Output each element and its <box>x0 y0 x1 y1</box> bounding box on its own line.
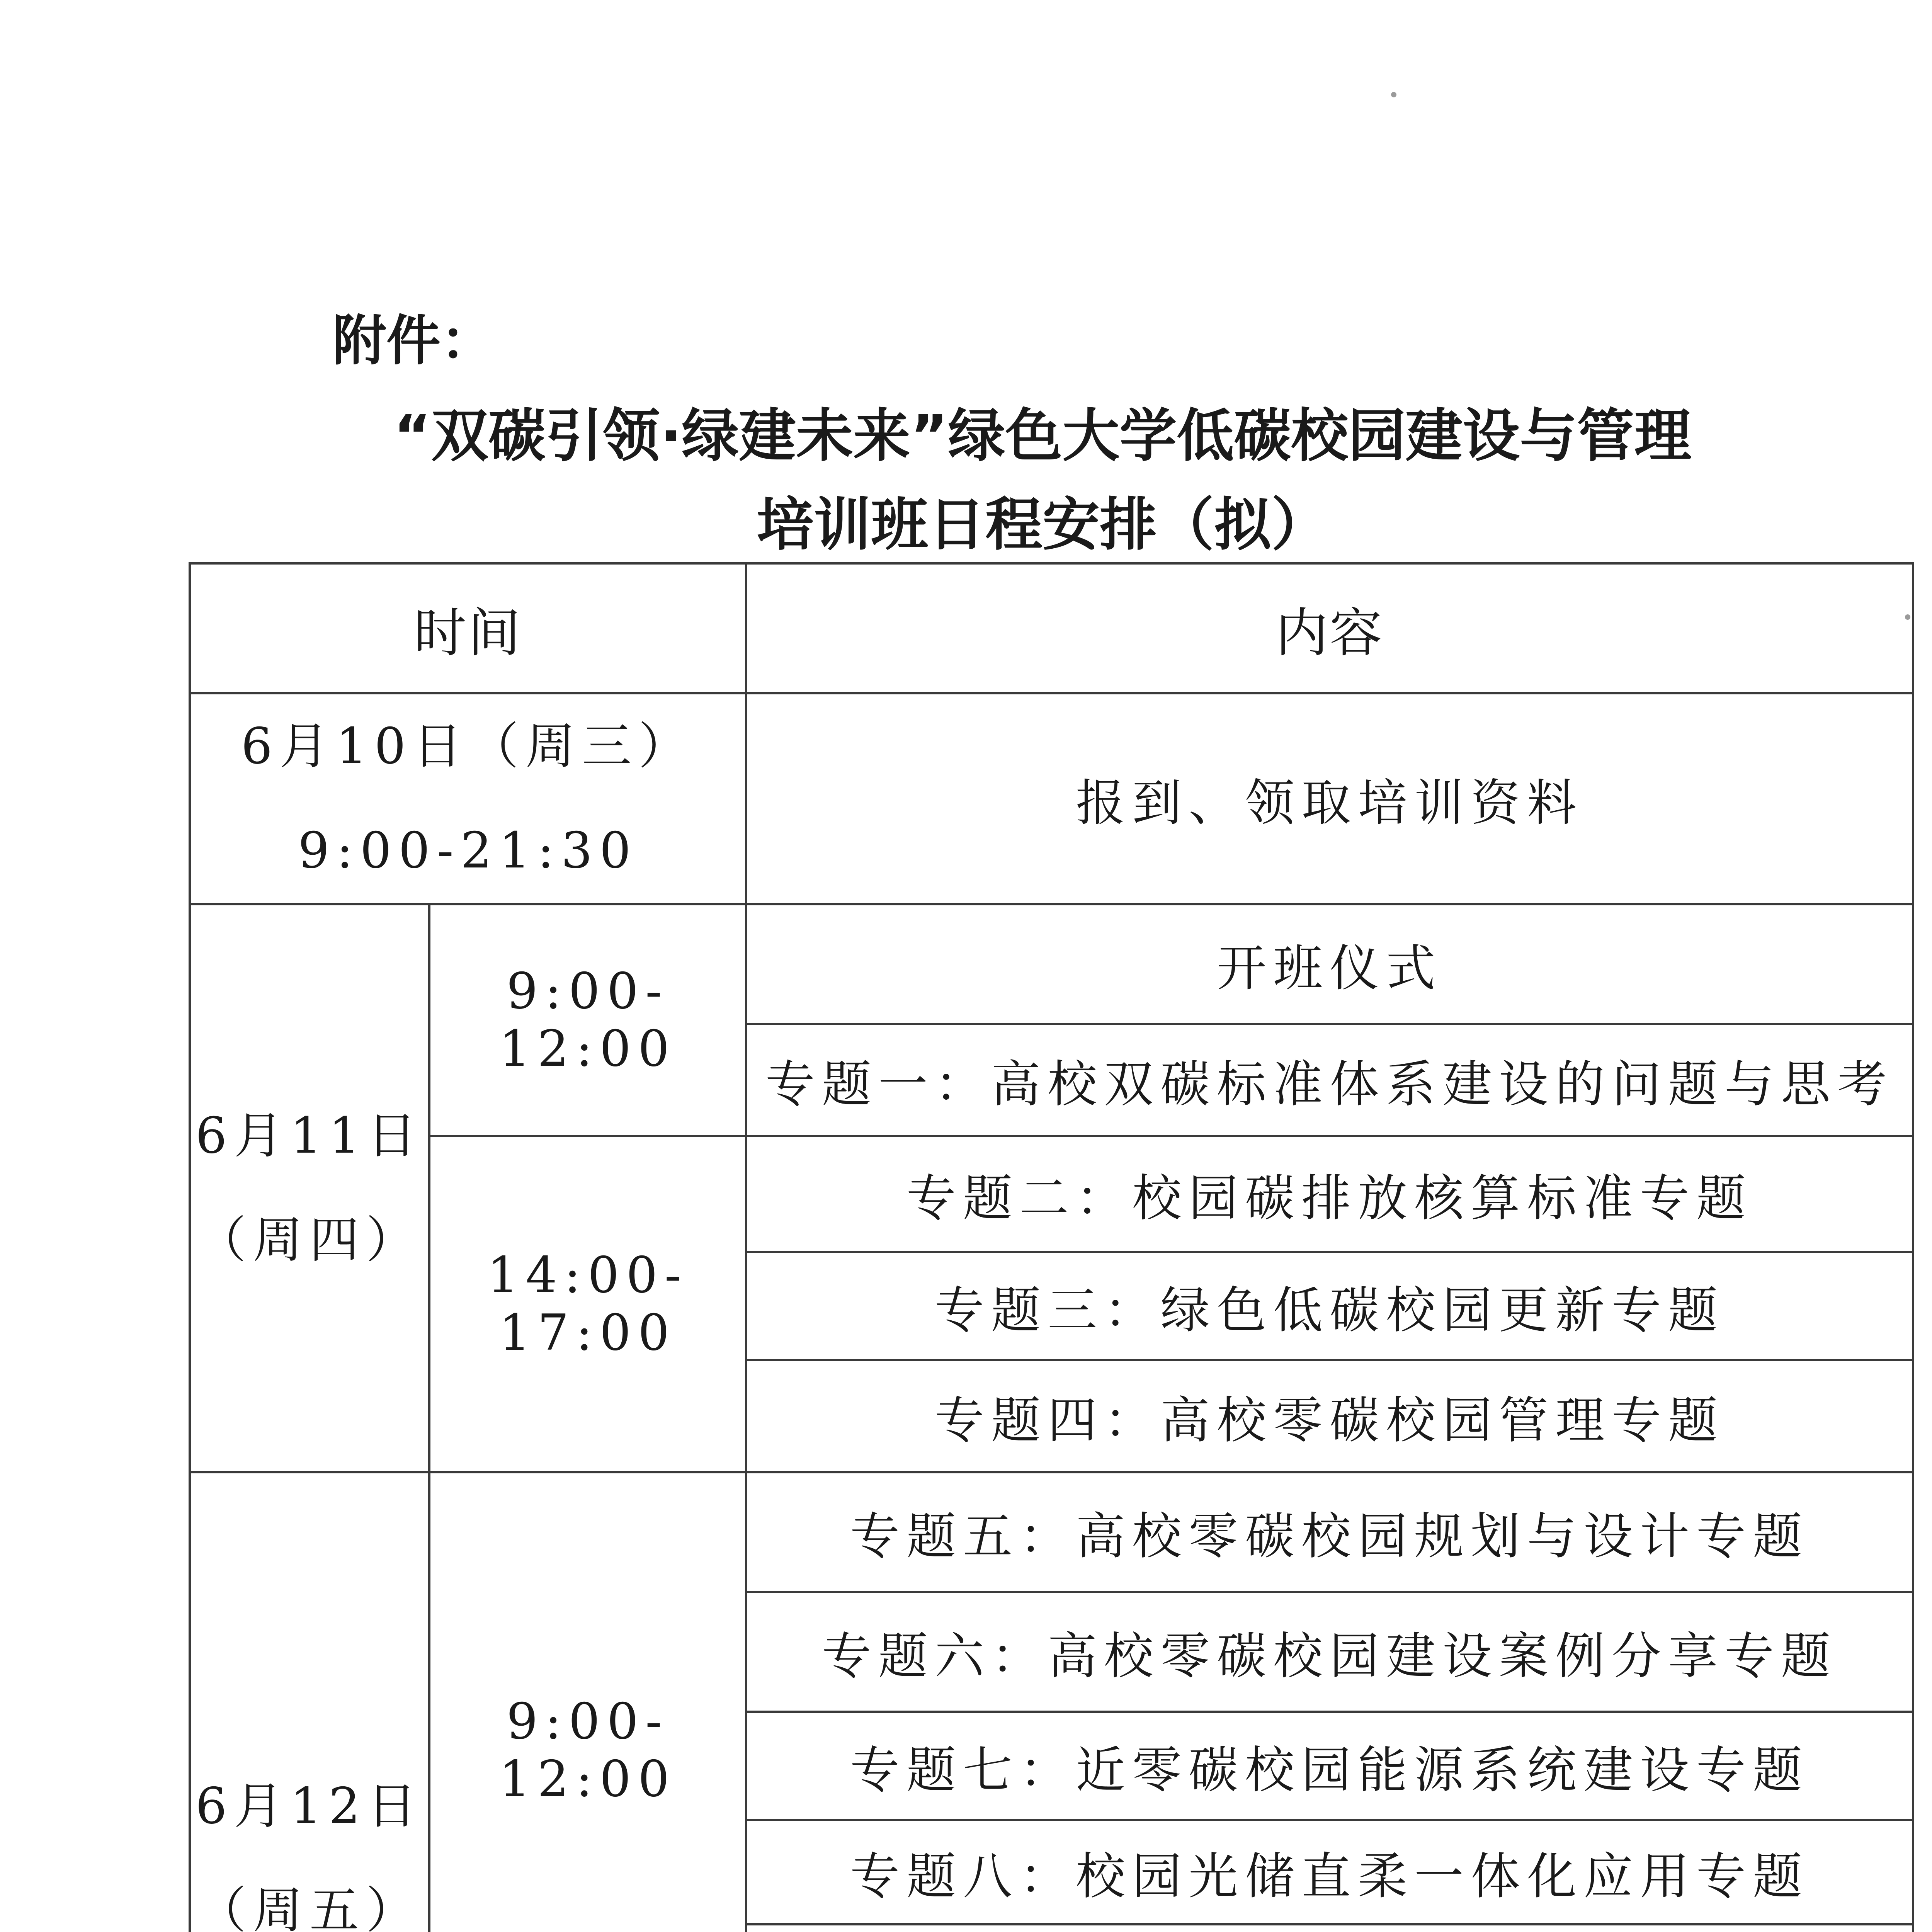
document-title-line1: “双碳引领·绿建未来”绿色大学低碳校园建设与管理 <box>393 403 1692 469</box>
schedule-item: 专题六：高校零碳校园建设案例分享专题 <box>746 1592 1913 1712</box>
day1-content: 报到、领取培训资料 <box>746 693 1913 904</box>
schedule-item: 专题八：校园光储直柔一体化应用专题 <box>746 1820 1913 1924</box>
day3-date-cell <box>190 1472 429 1932</box>
schedule-item <box>746 1924 1913 1932</box>
table-row <box>190 904 1913 1024</box>
schedule-table <box>189 562 1914 1932</box>
header-time: 时间 <box>190 563 746 693</box>
scan-speck <box>1905 614 1910 620</box>
schedule-item: 专题二：校园碳排放核算标准专题 <box>746 1136 1913 1252</box>
schedule-item: 专题七：近零碳校园能源系统建设专题 <box>746 1712 1913 1820</box>
schedule-item: 专题三：绿色低碳校园更新专题 <box>746 1252 1913 1360</box>
document-title-line2: 培训班日程安排（拟） <box>757 492 1328 558</box>
attachment-label: 附件： <box>332 310 495 372</box>
day2-am-time: 9:00-12:00 <box>429 904 746 1136</box>
day3-date: 6月12日 <box>195 1777 424 1835</box>
table-row <box>190 693 1913 904</box>
schedule-item: 专题四：高校零碳校园管理专题 <box>746 1360 1913 1472</box>
day1-time: 9:00-21:30 <box>298 822 638 879</box>
schedule-item: 开班仪式 <box>746 904 1913 1024</box>
schedule-item: 专题一：高校双碳标准体系建设的问题与思考 <box>746 1024 1913 1136</box>
day3-weekday: （周五） <box>196 1882 422 1932</box>
day2-date: 6月11日 <box>195 1107 424 1165</box>
day2-pm-time: 14:00-17:00 <box>429 1136 746 1472</box>
day2-weekday: （周四） <box>196 1211 422 1269</box>
table-row <box>190 1136 1913 1252</box>
header-content: 内容 <box>746 563 1913 693</box>
table-header-row <box>190 563 1913 693</box>
table-row <box>190 1472 1913 1592</box>
scan-speck <box>1391 92 1396 97</box>
day1-cell <box>190 693 746 904</box>
day1-date: 6月10日（周三） <box>241 718 695 775</box>
schedule-item: 专题五：高校零碳校园规划与设计专题 <box>746 1472 1913 1592</box>
day3-am-time: 9:00-12:00 <box>429 1472 746 1932</box>
day2-date-cell <box>190 904 429 1472</box>
